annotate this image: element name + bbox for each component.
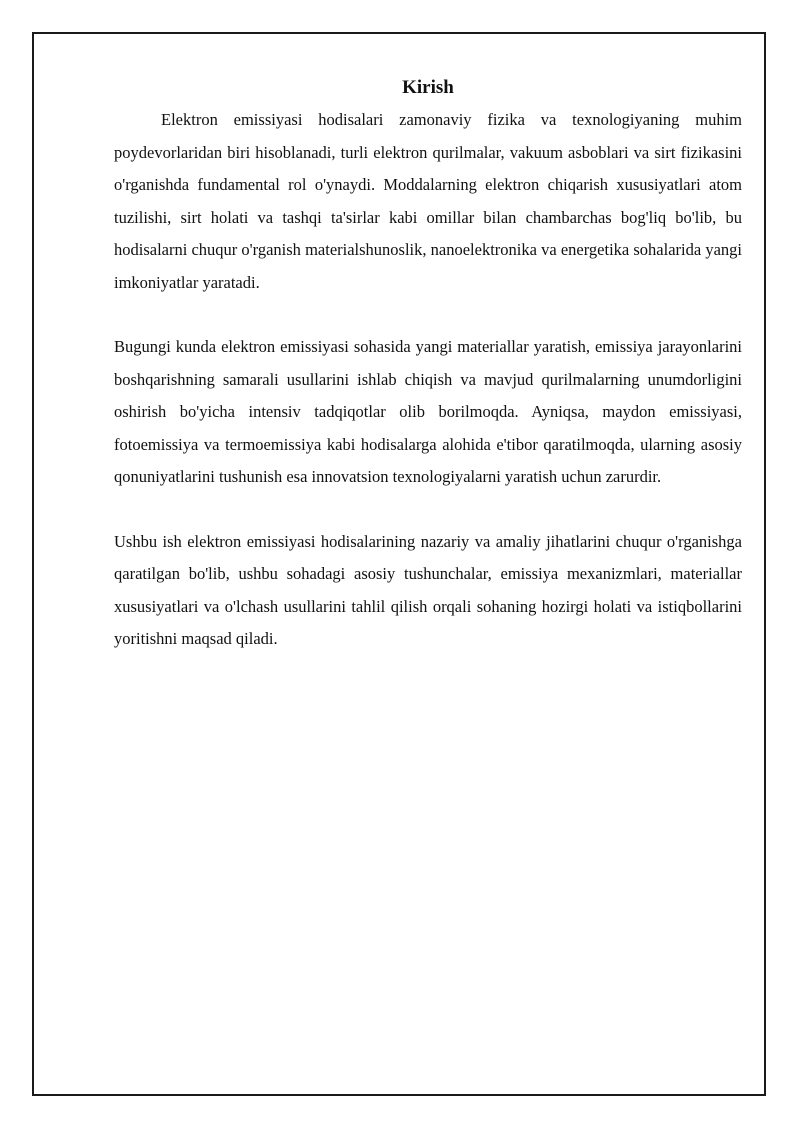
paragraph-3: Ushbu ish elektron emissiyasi hodisalarining nazariy va amaliy jihatlarini chuqur o'rganishga qaratilgan bo'lib, ushbu sohadagi asosiy tushunchalar, emissiya mexanizmlari, materiallar xususiyatlari va o'lchash usullarini tahlil qilish orqali sohaning hozirgi holati va istiqbollarini yoritishni maqsad qiladi. [114, 531, 742, 648]
paragraph-2: Bugungi kunda elektron emissiyasi sohasida yangi materiallar yaratish, emissiya jarayonlarini boshqarishning samarali usullarini ishlab chiqish va mavjud qurilmalarning unumdorligini oshirish bo'yicha intensiv tadqiqotlar olib borilmoqda. Ayniqsa, maydon emissiyasi, fotoemissiya va termoemissiya kabi hodisalarga alohida e'tibor qaratilmoqda, ularning asosiy qonuniyatlarini tushunish esa innovatsion texnologiyalarni yaratish uchun zarurdir. [114, 337, 742, 486]
paragraph-gap [114, 299, 742, 331]
paragraph-gap [114, 494, 742, 526]
paragraph-1: Elektron emissiyasi hodisalari zamonaviy fizika va texnologiyaning muhim poydevorlaridan biri hisoblanadi, turli elektron qurilmalar, vakuum asboblari va sirt fizikasini o'rganishda fundamental rol o'ynaydi. Moddalarning elektron chiqarish xususiyatlari atom tuzilishi, sirt holati va tashqi ta'sirlar kabi omillar bilan chambarchas bog'liq bo'lib, bu hodisalarni chuqur o'rganish materialshunoslik, nanoelektronika va energetika sohalarida yangi imkoniyatlar yaratadi. [114, 110, 742, 292]
document-body [114, 74, 742, 656]
section-title: Kirish [402, 77, 454, 98]
